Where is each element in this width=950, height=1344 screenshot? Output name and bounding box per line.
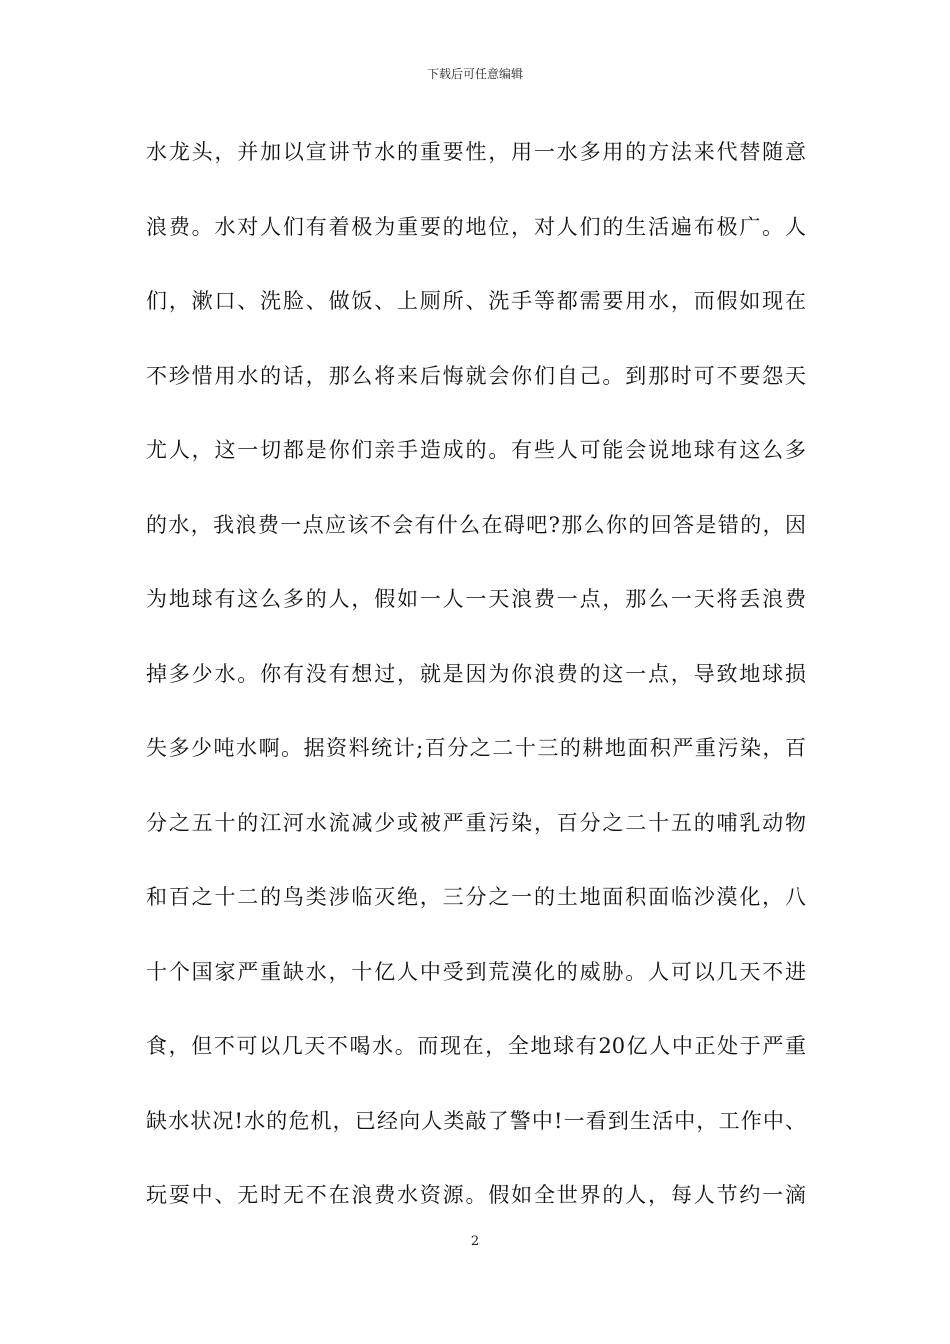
text-line: 们，漱口、洗脸、做饭、上厕所、洗手等都需要用水，而假如现在 xyxy=(146,289,806,313)
text-line: 和百之十二的鸟类涉临灭绝，三分之一的土地面积面临沙漠化，八 xyxy=(146,885,806,909)
text-line: 掉多少水。你有没有想过，就是因为你浪费的这一点，导致地球损 xyxy=(146,661,806,686)
text-line: 缺水状况!水的危机，已经向人类敲了警中!一看到生活中，工作中、 xyxy=(146,1108,806,1133)
page-number: 2 xyxy=(470,1234,480,1249)
text-line: 失多少吨水啊。据资料统计;百分之二十三的耕地面积严重污染，百 xyxy=(146,736,806,760)
text-line: 水龙头，并加以宣讲节水的重要性，用一水多用的方法来代替随意 xyxy=(146,140,806,164)
text-line: 不珍惜用水的话，那么将来后悔就会你们自己。到那时可不要怨天 xyxy=(146,363,806,388)
text-line: 为地球有这么多的人，假如一人一天浪费一点，那么一天将丢浪费 xyxy=(146,587,806,611)
text-line: 尤人，这一切都是你们亲手造成的。有些人可能会说地球有这么多 xyxy=(146,438,806,462)
text-line: 玩耍中、无时无不在浪费水资源。假如全世界的人，每人节约一滴 xyxy=(146,1183,806,1207)
text-line: 浪费。水对人们有着极为重要的地位，对人们的生活遍布极广。人 xyxy=(146,214,806,239)
text-line: 的水，我浪费一点应该不会有什么在碍吧?那么你的回答是错的，因 xyxy=(146,512,806,537)
page-header: 下载后可任意编辑 xyxy=(426,67,523,81)
text-line: 食，但不可以几天不喝水。而现在，全地球有20亿人中正处于严重 xyxy=(146,1034,806,1058)
text-line: 分之五十的江河水流减少或被严重污染，百分之二十五的哺乳动物 xyxy=(146,810,806,835)
body-text xyxy=(146,128,806,1246)
text-line: 十个国家严重缺水，十亿人中受到荒漠化的威胁。人可以几天不进 xyxy=(146,959,806,984)
